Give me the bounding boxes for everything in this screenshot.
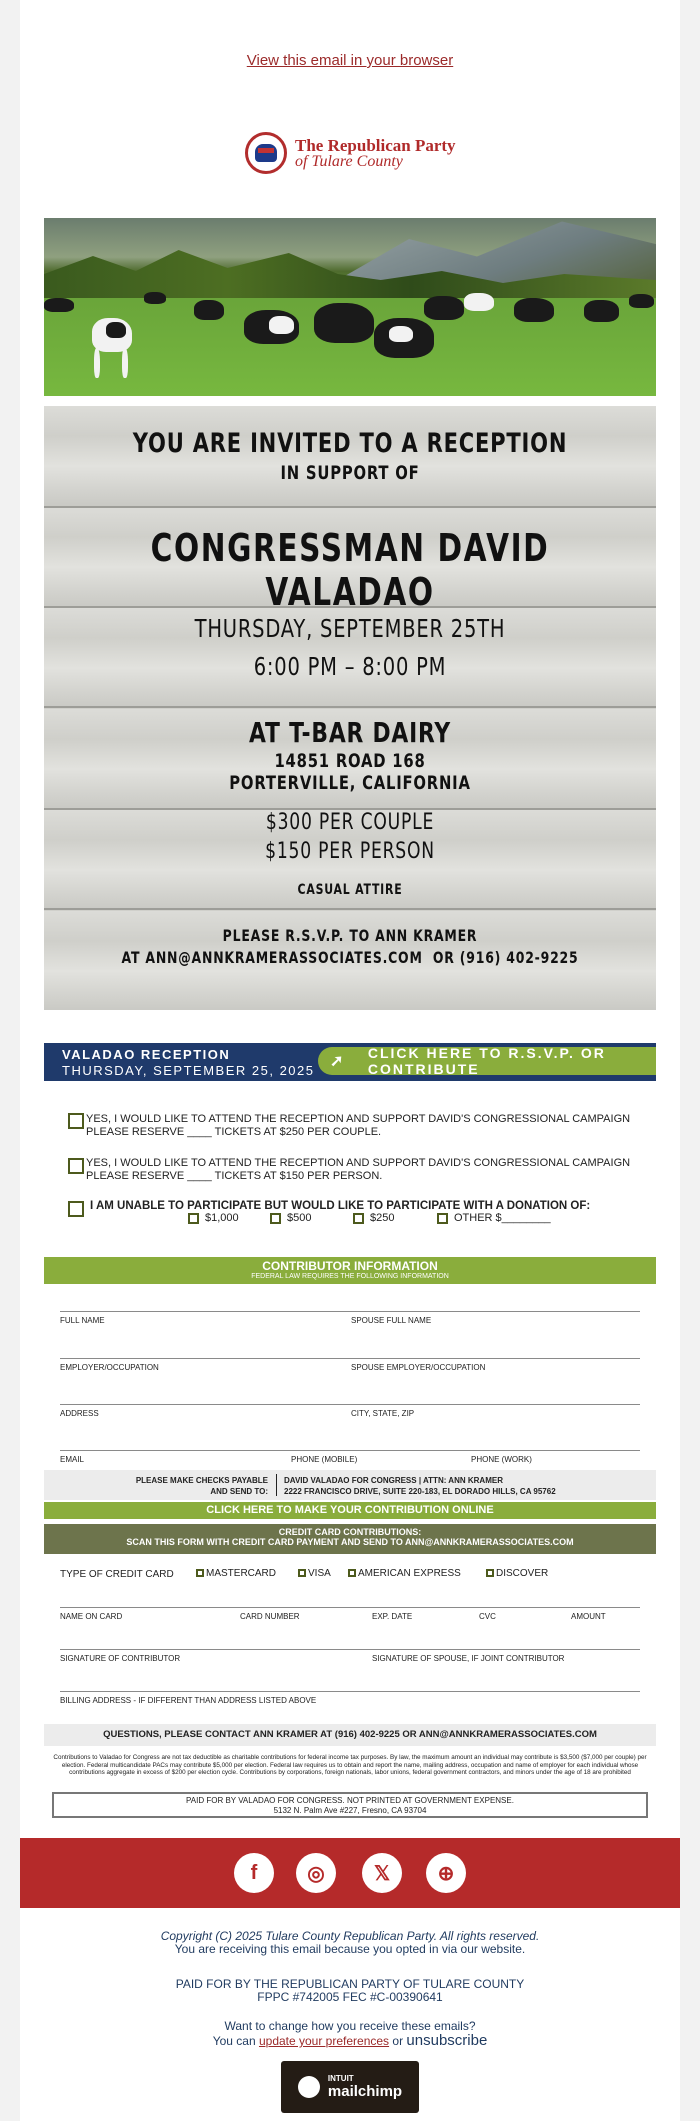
legal-disclaimer: Contributions to Valadao for Congress are not tax deductible as charitable contributions for federal income tax purposes. By law, the maximum amount an individual may contribute is $3,500 ($7,000 per couple) per election. Federal multicandidate PACs may contribute $5,000 per election. Federal law requires us to obtain and report the name, mailing address, occupation and name of employer for each individual whose contributions aggregate in excess of $200 per election cycle. Contributions by corporations, foreign nationals, labor unions, federal government contractors, and minors under the age of 18 are prohibited [53,1754,647,1777]
party-logo[interactable] [245,130,460,176]
credit-title: CREDIT CARD CONTRIBUTIONS: [278,1527,422,1537]
phone-mobile-label: PHONE (MOBILE) [291,1455,358,1464]
donation-1000[interactable]: $1,000 [188,1212,239,1224]
social-footer [20,1838,680,1908]
checks-payee: DAVID VALADAO FOR CONGRESS | ATTN: ANN KRAMER [284,1476,503,1485]
reception-date: THURSDAY, SEPTEMBER 25, 2025 [62,1063,315,1078]
paid-for-box [52,1792,648,1818]
invitation-board [44,406,656,1010]
address-label: ADDRESS [60,1409,99,1418]
cvc-label: CVC [479,1612,496,1621]
change-emails-text: Want to change how you receive these emails? [224,2019,476,2033]
mailchimp-icon [298,2076,320,2098]
venue-name: AT T-BAR DAIRY [249,716,451,749]
spouse-signature-label: SIGNATURE OF SPOUSE, IF JOINT CONTRIBUTOR [372,1654,565,1663]
contributor-title: CONTRIBUTOR INFORMATION [262,1259,438,1273]
receiving-reason: You are receiving this email because you opted in via our website. [174,1942,526,1956]
card-visa[interactable]: VISA [298,1568,331,1579]
contributor-info-header [44,1257,656,1284]
option-couple-text: YES, I WOULD LIKE TO ATTEND THE RECEPTION AND SUPPORT DAVID'S CONGRESSIONAL CAMPAIGN PLEASE RESERVE ____ TICKETS AT $250 PER COUPLE. [86,1113,631,1138]
card-amex[interactable]: AMERICAN EXPRESS [348,1568,461,1579]
price-couple: $300 PER COUPLE [265,810,435,835]
venue-street: 14851 ROAD 168 [274,750,426,772]
billing-label: BILLING ADDRESS - IF DIFFERENT THAN ADDRESS LISTED ABOVE [60,1696,317,1705]
card-discover[interactable]: DISCOVER [486,1568,548,1579]
rsvp-line2: AT ANN@ANNKRAMERASSOCIATES.COM OR (916) 402-9225 [121,948,579,967]
paid-line2: 5132 N. Palm Ave #227, Fresno, CA 93704 [273,1806,427,1815]
credit-subtitle: SCAN THIS FORM WITH CREDIT CARD PAYMENT AND SEND TO ANN@ANNKRAMERASSOCIATES.COM [126,1537,574,1547]
checks-payable-box [44,1470,656,1500]
email-card [20,0,680,2121]
spouse-name-label: SPOUSE FULL NAME [351,1316,432,1325]
reception-title: VALADAO RECEPTION [62,1047,231,1062]
attire: CASUAL ATTIRE [297,882,403,898]
contribute-online-button[interactable]: CLICK HERE TO MAKE YOUR CONTRIBUTION ONLINE [44,1502,656,1519]
elephant-seal-icon [245,132,287,174]
spouse-employer-label: SPOUSE EMPLOYER/OCCUPATION [351,1363,486,1372]
logo-line2: of Tulare County [295,152,403,170]
logo-line1: The Republican Party [295,135,456,155]
donation-other[interactable]: OTHER $________ [437,1212,551,1224]
venue-city: PORTERVILLE, CALIFORNIA [229,772,471,794]
email-label: EMAIL [60,1455,85,1464]
credit-type-label: TYPE OF CREDIT CARD [60,1569,174,1580]
fppc-fec: FPPC #742005 FEC #C-00390641 [257,1990,443,2004]
mailchimp-badge[interactable]: INTUIT mailchimp [281,2061,419,2113]
rsvp-line1: PLEASE R.S.V.P. TO ANN KRAMER [222,926,478,945]
checkbox-couple[interactable] [68,1113,84,1129]
credit-card-header [44,1524,656,1554]
preferences-line: You can update your preferences or unsubscribe [212,2032,488,2049]
checkbox-person[interactable] [68,1158,84,1174]
name-on-card-label: NAME ON CARD [60,1612,123,1621]
rsvp-contribute-button[interactable] [318,1047,656,1075]
facebook-icon[interactable]: f [234,1853,274,1893]
unsubscribe-link[interactable]: unsubscribe [406,2032,488,2049]
rsvp-button-label: CLICK HERE TO R.S.V.P. OR CONTRIBUTE [367,1045,606,1077]
arrow-icon: ➚ [330,1053,346,1070]
option-donation-text: I AM UNABLE TO PARTICIPATE BUT WOULD LIKE TO PARTICIPATE WITH A DONATION OF: [90,1200,591,1212]
x-icon[interactable]: 𝕏 [362,1853,402,1893]
employer-label: EMPLOYER/OCCUPATION [60,1363,159,1372]
card-mastercard[interactable]: MASTERCARD [196,1568,276,1579]
exp-date-label: EXP. DATE [372,1612,413,1621]
copyright: Copyright (C) 2025 Tulare County Republican Party. All rights reserved. [160,1929,540,1943]
congressman-name: CONGRESSMAN DAVID VALADAO [150,526,550,614]
full-name-label: FULL NAME [60,1316,105,1325]
contributor-subtitle: FEDERAL LAW REQUIRES THE FOLLOWING INFORMATION [251,1273,449,1280]
update-preferences-link[interactable]: update your preferences [258,2034,390,2048]
instagram-icon[interactable]: ◎ [296,1853,336,1893]
checks-label1: PLEASE MAKE CHECKS PAYABLE [135,1476,268,1485]
checks-address: 2222 FRANCISCO DRIVE, SUITE 220-183, EL DORADO HILLS, CA 95762 [284,1487,556,1496]
signature-label: SIGNATURE OF CONTRIBUTOR [60,1654,181,1663]
questions-contact: QUESTIONS, PLEASE CONTACT ANN KRAMER AT (916) 402-9225 OR ANN@ANNKRAMERASSOCIATES.COM [44,1724,656,1746]
donation-250[interactable]: $250 [353,1212,394,1224]
checkbox-donation[interactable] [68,1201,84,1217]
invite-line1: YOU ARE INVITED TO A RECEPTION [132,428,568,459]
card-number-label: CARD NUMBER [240,1612,300,1621]
rsvp-bar [44,1043,656,1081]
checks-label2: AND SEND TO: [210,1487,268,1496]
view-in-browser-link[interactable]: View this email in your browser [246,52,454,69]
phone-work-label: PHONE (WORK) [471,1455,532,1464]
donation-500[interactable]: $500 [270,1212,311,1224]
website-icon[interactable]: ⊕ [426,1853,466,1893]
paid-line1: PAID FOR BY VALADAO FOR CONGRESS. NOT PRINTED AT GOVERNMENT EXPENSE. [186,1796,514,1805]
paid-for-party: PAID FOR BY THE REPUBLICAN PARTY OF TULARE COUNTY [175,1977,525,1991]
cows-hero-image [44,218,656,396]
event-time: 6:00 PM – 8:00 PM [253,652,447,681]
invite-line2: IN SUPPORT OF [280,462,420,484]
event-date: THURSDAY, SEPTEMBER 25TH [194,614,506,643]
city-label: CITY, STATE, ZIP [351,1409,415,1418]
amount-label: AMOUNT [571,1612,606,1621]
price-person: $150 PER PERSON [265,839,435,864]
option-person-text: YES, I WOULD LIKE TO ATTEND THE RECEPTION AND SUPPORT DAVID'S CONGRESSIONAL CAMPAIGN PLEASE RESERVE ____ TICKETS AT $150 PER PERSON. [86,1157,631,1182]
